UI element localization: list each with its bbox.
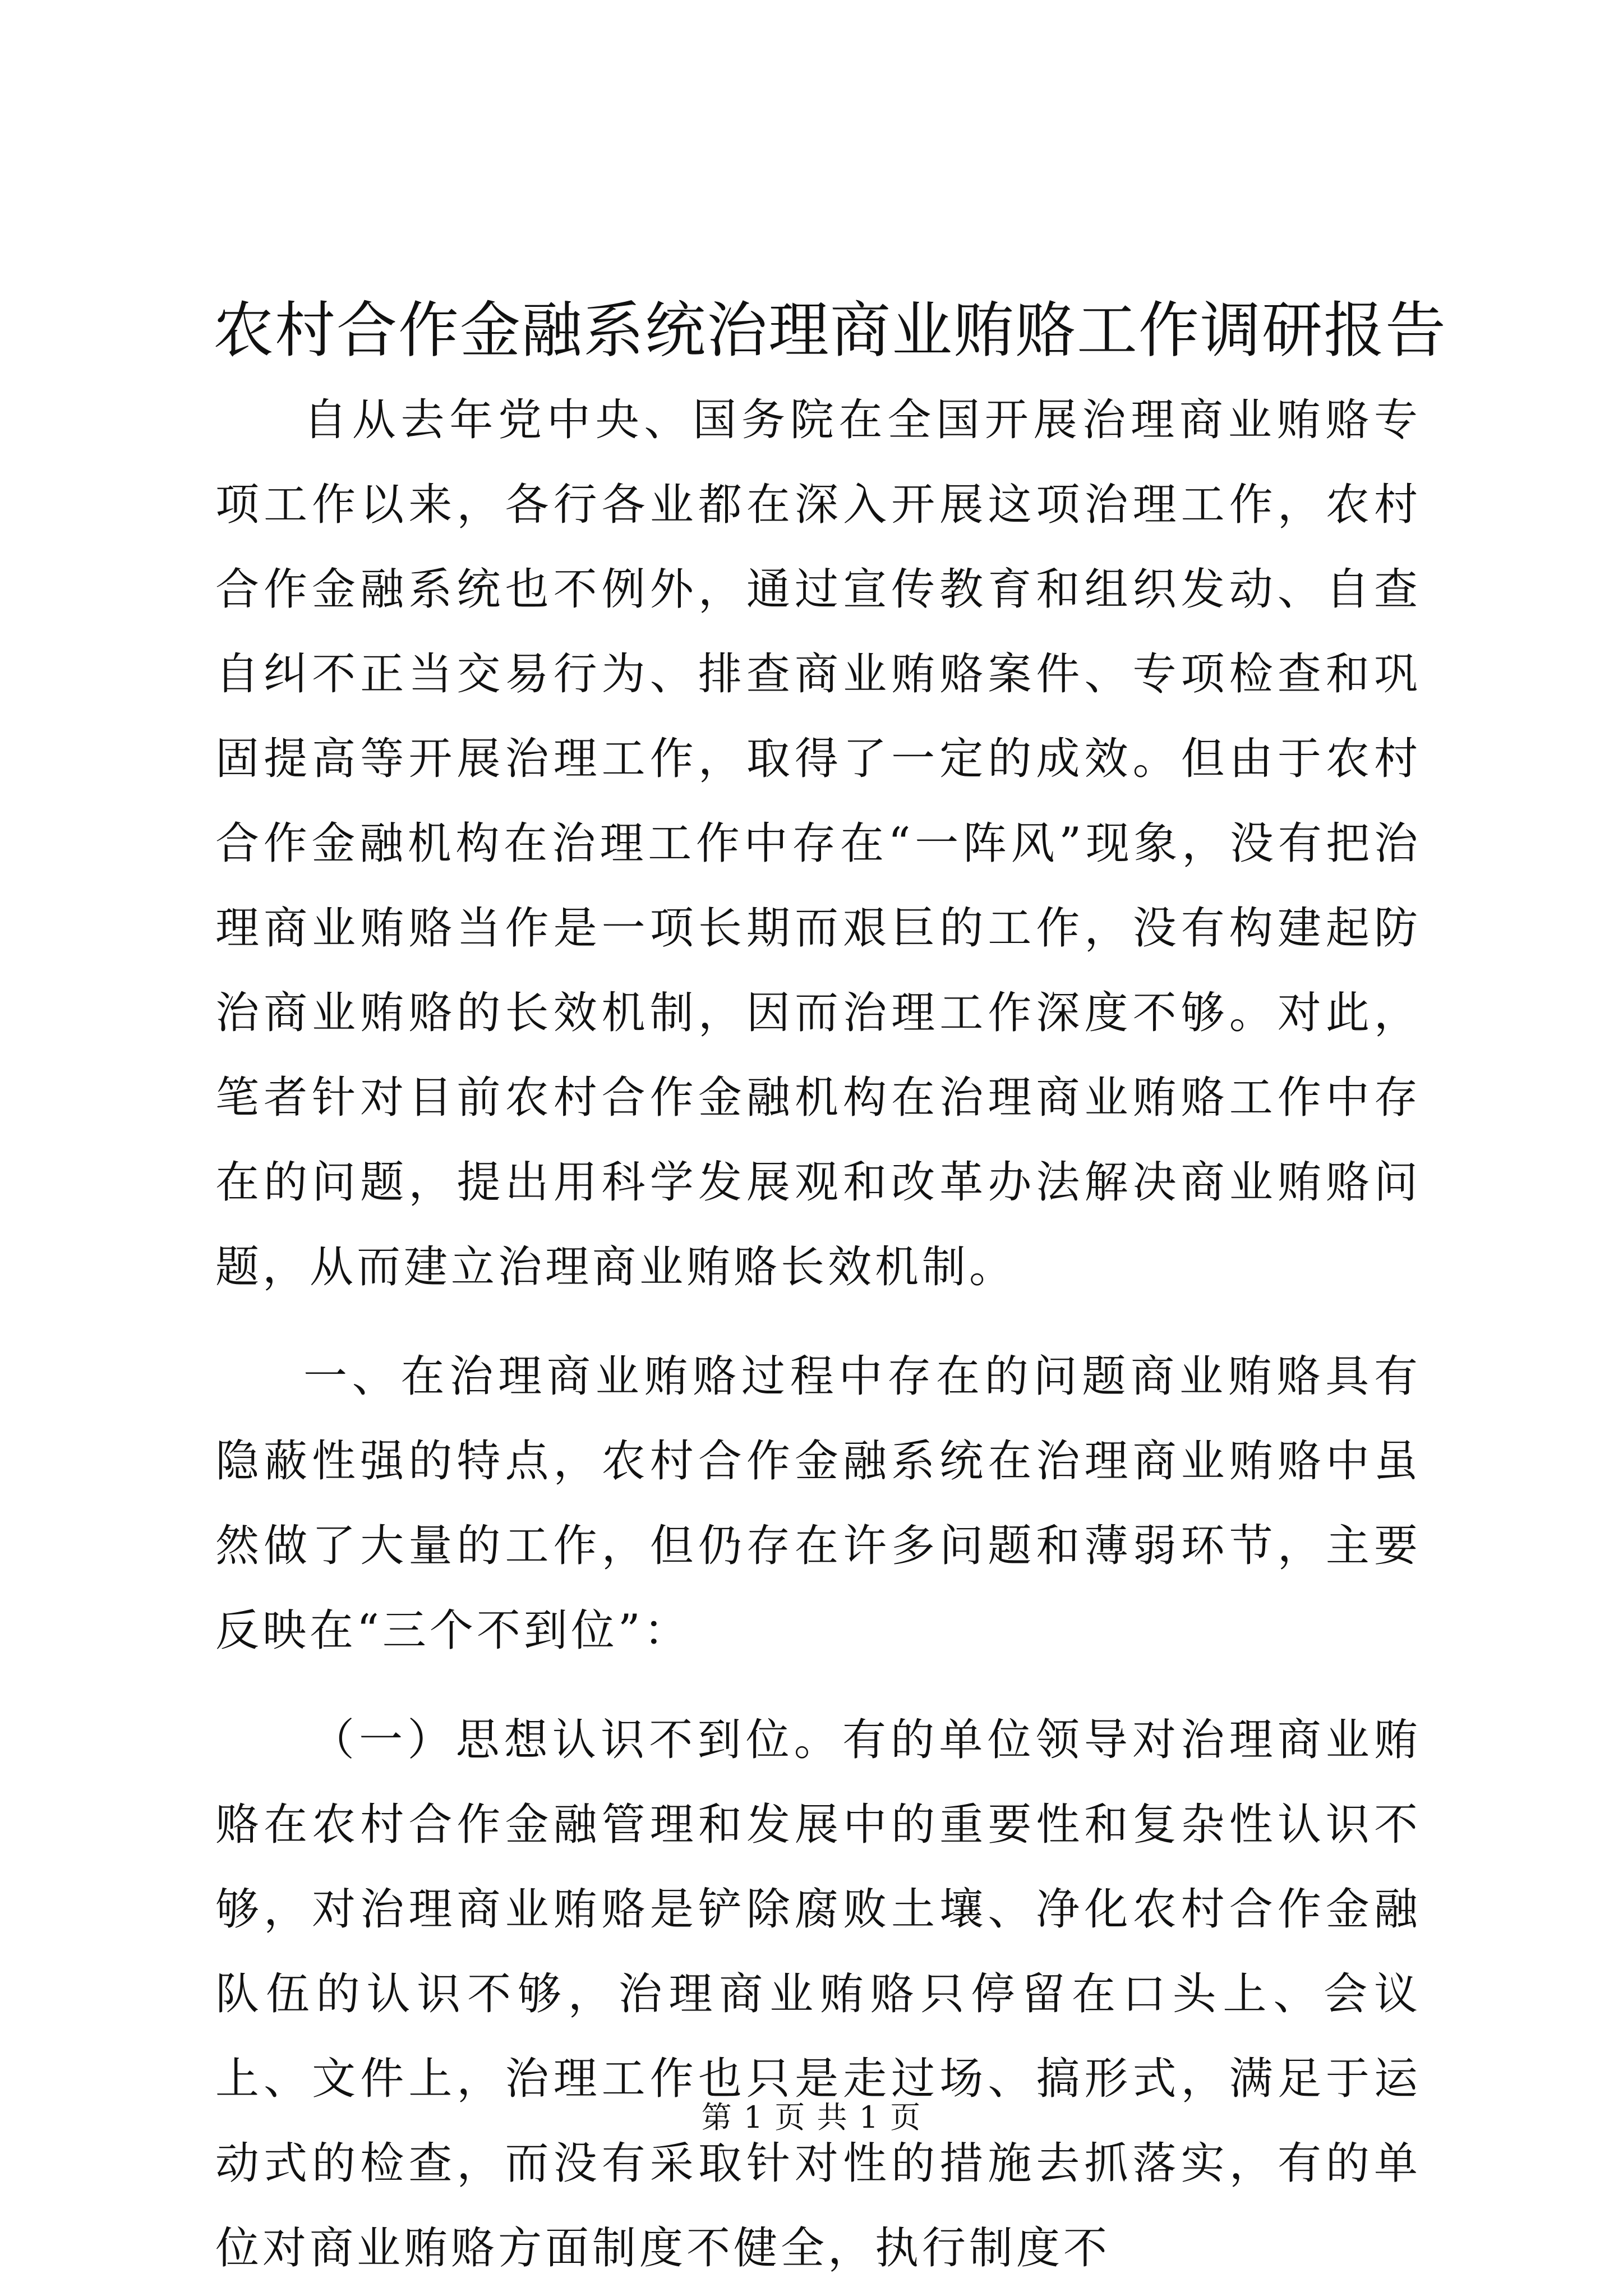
document-title: 农村合作金融系统治理商业贿赂工作调研报告 [213,296,1447,366]
paragraph-intro: 自从去年党中央、国务院在全国开展治理商业贿赂专项工作以来，各行各业都在深入开展这项治理工作，农村合作金融系统也不例外，通过宣传教育和组织发动、自查自纠不正当交易行为、排查商业贿赂案件、专项检查和巩固提高等开展治理工作，取得了一定的成效。但由于农村合作金融机构在治理工作中存在“一阵风”现象，没有把治理商业贿赂当作是一项长期而艰巨的工作，没有构建起防治商业贿赂的长效机制，因而治理工作深度不够。对此，笔者针对目前农村合作金融机构在治理商业贿赂工作中存在的问题，提出用科学发展观和改革办法解决商业贿赂问题，从而建立治理商业贿赂长效机制。 [215,395,1421,1292]
page-number-footer: 第 1 页 共 1 页 [701,2100,922,2135]
paragraph-section-1: 一、在治理商业贿赂过程中存在的问题商业贿赂具有隐蔽性强的特点，农村合作金融系统在治理商业贿赂中虽然做了大量的工作，但仍存在许多问题和薄弱环节，主要反映在“三个不到位”： [215,1351,1421,1656]
paragraph-subsection-1: （一）思想认识不到位。有的单位领导对治理商业贿赂在农村合作金融管理和发展中的重要性和复杂性认识不够，对治理商业贿赂是铲除腐败土壤、净化农村合作金融队伍的认识不够，治理商业贿赂只停留在口头上、会议上、文件上，治理工作也只是走过场、搞形式，满足于运动式的检查，而没有采取针对性的措施去抓落实，有的单位对商业贿赂方面制度不健全，执行制度不 [215,1715,1421,2274]
document-body [215,378,1421,2291]
